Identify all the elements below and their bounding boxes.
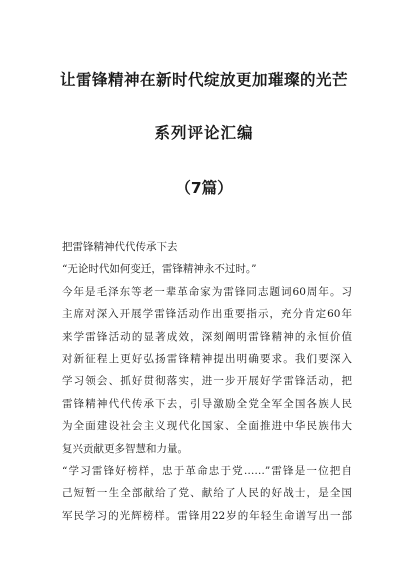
body-line: “学习雷锋好榜样，忠于革命忠于党……”雷锋是一位把自: [62, 464, 352, 477]
body-line: 今年是毛泽东等老一辈革命家为雷锋同志题词60周年。习: [62, 285, 352, 298]
document-subtitle: 系列评论汇编: [154, 124, 254, 142]
article-heading: 把雷锋精神代代传承下去: [62, 241, 178, 253]
body-line: 学习领会、抓好贯彻落实，进一步开展好学雷锋活动，把: [62, 375, 352, 388]
article-body: [62, 236, 352, 527]
body-line: 主席对深入开展学雷锋活动作出重要指示，充分肯定60年: [62, 308, 352, 321]
body-line: 己短暂一生全部献给了党、献给了人民的好战士，是全国: [62, 487, 352, 500]
document-title: 让雷锋精神在新时代绽放更加璀璨的光芒: [59, 71, 348, 89]
article-count: （7篇）: [175, 179, 233, 197]
body-line: 复兴贡献更多智慧和力量。: [62, 442, 188, 455]
body-line: 军民学习的光辉榜样。雷锋用22岁的年轻生命谱写出一部: [62, 509, 352, 522]
body-line: 为全面建设社会主义现代化国家、全面推进中华民族伟大: [62, 420, 352, 433]
body-line: “无论时代如何变迁，雷锋精神永不过时。”: [62, 263, 257, 276]
body-line: 对新征程上更好弘扬雷锋精神提出明确要求。我们要深入: [62, 352, 352, 365]
body-line: 雷锋精神代代传承下去，引导激励全党全军全国各族人民: [62, 397, 352, 410]
body-line: 来学雷锋活动的显著成效，深刻阐明雷锋精神的永恒价值: [62, 330, 352, 343]
